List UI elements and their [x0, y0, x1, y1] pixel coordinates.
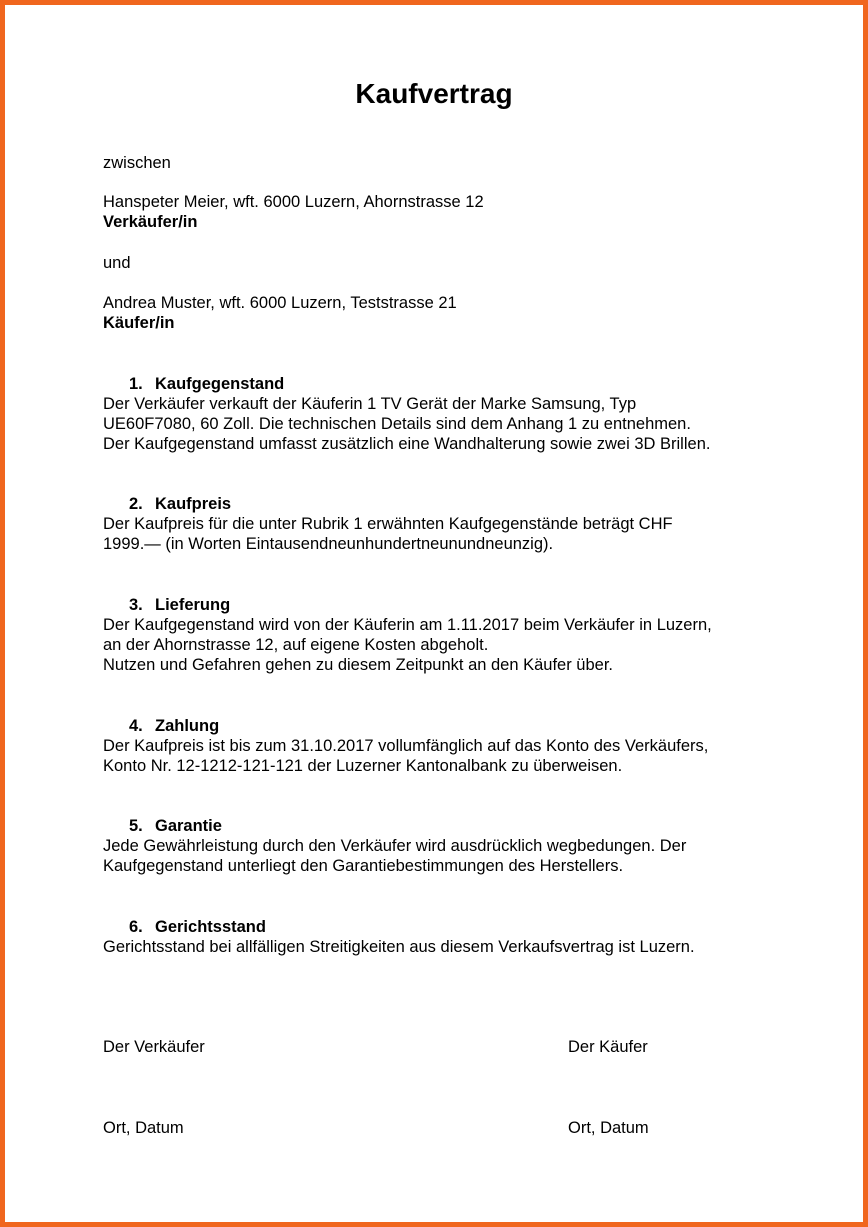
parties-connector: und — [103, 254, 131, 272]
seller-signature-label: Der Verkäufer — [103, 1038, 205, 1056]
section-body-gerichtsstand — [103, 937, 695, 957]
seller-place-date: Ort, Datum — [103, 1119, 184, 1137]
section-body-lieferung — [103, 615, 712, 675]
section-line: Kaufgegenstand unterliegt den Garantiebestimmungen des Herstellers. — [103, 857, 624, 875]
section-line: Gerichtsstand bei allfälligen Streitigkeiten aus diesem Verkaufsvertrag ist Luzern. — [103, 938, 695, 956]
section-heading-lieferung — [129, 595, 230, 615]
section-heading-garantie — [129, 816, 222, 836]
seller-address: Hanspeter Meier, wft. 6000 Luzern, Ahornstrasse 12 — [103, 193, 484, 211]
buyer-address: Andrea Muster, wft. 6000 Luzern, Teststrasse 21 — [103, 294, 457, 312]
section-number: 4. — [129, 717, 143, 735]
buyer-role: Käufer/in — [103, 314, 175, 332]
section-title: Zahlung — [155, 717, 220, 735]
section-line: Der Kaufgegenstand wird von der Käuferin am 1.11.2017 beim Verkäufer in Luzern, — [103, 616, 712, 634]
seller-role: Verkäufer/in — [103, 213, 198, 231]
section-line: Der Kaufpreis für die unter Rubrik 1 erwähnten Kaufgegenstände beträgt CHF — [103, 515, 673, 533]
buyer-place-date: Ort, Datum — [568, 1119, 649, 1137]
section-line: UE60F7080, 60 Zoll. Die technischen Details sind dem Anhang 1 zu entnehmen. — [103, 415, 691, 433]
section-line: an der Ahornstrasse 12, auf eigene Kosten abgeholt. — [103, 636, 489, 654]
section-line: 1999.— (in Worten Eintausendneunhundertneunundneunzig). — [103, 535, 554, 553]
section-heading-kaufpreis — [129, 494, 231, 514]
section-line: Konto Nr. 12-1212-121-121 der Luzerner Kantonalbank zu überweisen. — [103, 757, 623, 775]
section-body-kaufgegenstand — [103, 394, 710, 454]
section-number: 2. — [129, 495, 143, 513]
section-number: 5. — [129, 817, 143, 835]
section-body-kaufpreis — [103, 514, 673, 554]
section-title: Garantie — [155, 817, 222, 835]
section-title: Kaufgegenstand — [155, 375, 285, 393]
section-line: Der Kaufpreis ist bis zum 31.10.2017 vollumfänglich auf das Konto des Verkäufers, — [103, 737, 709, 755]
section-heading-zahlung — [129, 716, 219, 736]
section-line: Jede Gewährleistung durch den Verkäufer wird ausdrücklich wegbedungen. Der — [103, 837, 687, 855]
section-line: Der Kaufgegenstand umfasst zusätzlich eine Wandhalterung sowie zwei 3D Brillen. — [103, 435, 711, 453]
buyer-signature-label: Der Käufer — [568, 1038, 648, 1056]
section-number: 1. — [129, 375, 143, 393]
section-body-garantie — [103, 836, 686, 876]
document-title: Kaufvertrag — [355, 78, 513, 109]
parties-intro: zwischen — [103, 154, 171, 172]
section-title: Kaufpreis — [155, 495, 232, 513]
section-title: Gerichtsstand — [155, 918, 266, 936]
section-heading-kaufgegenstand — [129, 374, 284, 394]
section-number: 6. — [129, 918, 143, 936]
section-number: 3. — [129, 596, 143, 614]
section-title: Lieferung — [155, 596, 231, 614]
section-line: Nutzen und Gefahren gehen zu diesem Zeitpunkt an den Käufer über. — [103, 656, 614, 674]
section-heading-gerichtsstand — [129, 917, 266, 937]
section-body-zahlung — [103, 736, 708, 776]
section-line: Der Verkäufer verkauft der Käuferin 1 TV Gerät der Marke Samsung, Typ — [103, 395, 637, 413]
